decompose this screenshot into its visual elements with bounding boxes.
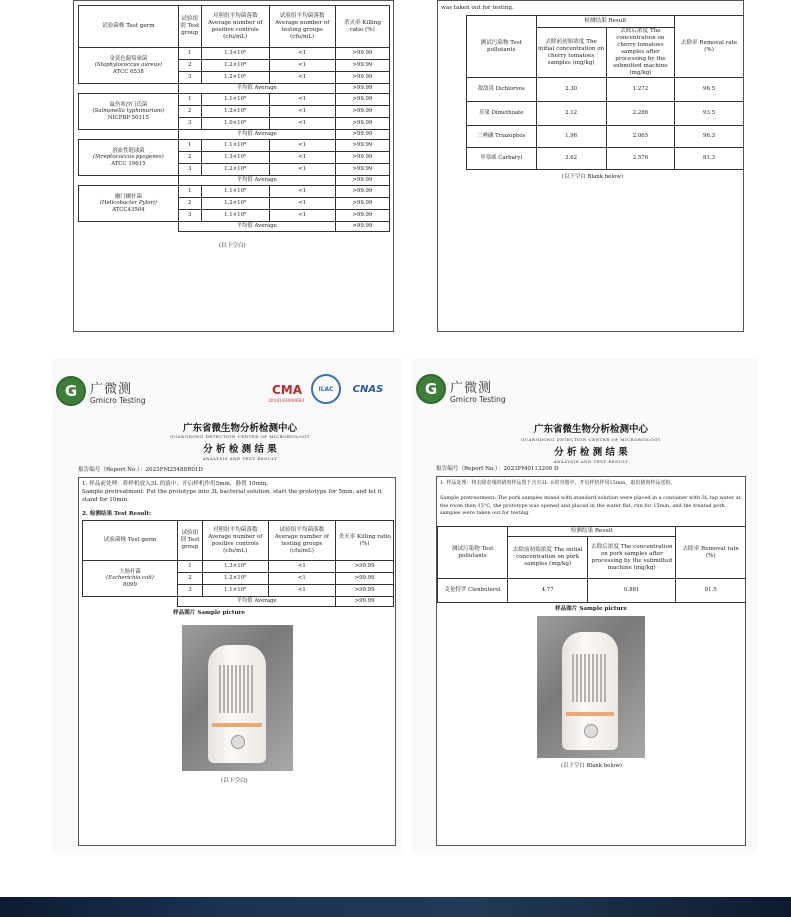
cell: 甲萘威 Carbaryl — [467, 148, 537, 170]
cell: <1 — [268, 585, 336, 597]
cell: <1 — [269, 48, 335, 60]
cell: 1 — [178, 561, 203, 573]
device-grill — [219, 665, 255, 713]
average-label: 平均值 Average — [178, 176, 335, 186]
header-group: 试验组别 Test group — [178, 6, 201, 48]
cell: 2.576 — [606, 148, 674, 170]
strain-cell: 鼠伤寒沙门氏菌 (Salmonella typhimurium) NICPBP 50115 — [79, 94, 179, 130]
cell: <1 — [269, 72, 335, 84]
header-removal: 去除率 Removal rate (%) — [676, 527, 746, 579]
average-value: >99.99 — [336, 597, 394, 607]
header-strain: 试验菌株 Test germ — [83, 521, 178, 561]
header-test: 试验组平均菌落数 Average number of testing groups (cfu/mL) — [268, 521, 336, 561]
header-test: 试验组平均菌落数 Average number of testing groups (cfu/mL) — [269, 6, 335, 48]
cell: >99.99 — [336, 573, 394, 585]
cell: 93.5 — [675, 102, 744, 126]
cell: 1.96 — [536, 126, 606, 148]
average-value: >99.99 — [335, 222, 389, 232]
cell: >99.99 — [335, 60, 389, 72]
cell: 2.286 — [606, 102, 674, 126]
cell: 3 — [178, 118, 201, 130]
cell: 2 — [178, 106, 201, 118]
device-button-icon — [584, 724, 598, 738]
cell: >99.99 — [336, 585, 394, 597]
cell: 81.3 — [675, 148, 744, 170]
cell: 1.0×10⁶ — [201, 118, 269, 130]
center-title: 广东省微生物分析检测中心 — [533, 424, 648, 435]
ecoli-result-table — [82, 520, 394, 607]
cell: <1 — [269, 118, 335, 130]
center-title: 广东省微生物分析检测中心 — [182, 423, 297, 434]
cell: >99.99 — [335, 152, 389, 164]
cell: 1.1×10⁶ — [201, 186, 269, 198]
cell: 1.1×10⁶ — [201, 140, 269, 152]
cma-cert-number: 2018193000683 — [268, 399, 305, 404]
cell: 2 — [178, 152, 201, 164]
cell: <1 — [269, 94, 335, 106]
gmicro-logo-icon: G — [56, 376, 86, 406]
cell: >99.99 — [335, 210, 389, 222]
ilac-mra-seal-icon: ILAC — [311, 374, 341, 404]
blank-below-note: (以下空白 Blank below) — [562, 174, 624, 180]
cell: 3 — [178, 210, 201, 222]
device-grill — [572, 654, 608, 702]
cma-seal-icon: CMA — [271, 383, 303, 397]
logo-chinese-name: 广微测 — [90, 382, 133, 397]
cell: 1 — [178, 186, 201, 198]
header-group: 试验组别 Test group — [178, 521, 203, 561]
header-item: 测试污染物 Test pollutants — [438, 527, 508, 579]
cell: 3 — [178, 164, 201, 176]
cell: >99.99 — [335, 198, 389, 210]
cell: 3 — [178, 585, 203, 597]
cell: 1.3×10⁶ — [201, 48, 269, 60]
cell: 1 — [178, 94, 201, 106]
intro-tail-text: was taken out for testing. — [441, 5, 514, 11]
logo-english-name: Gmicro Testing — [90, 396, 146, 405]
cell: >99.99 — [335, 106, 389, 118]
header-after: 去除后浓度 The concentration on pork samples after processing by the submitted machine (mg/kg) — [588, 537, 676, 579]
cell: <1 — [269, 164, 335, 176]
cell: 2 — [178, 198, 201, 210]
cell: 2.12 — [536, 102, 606, 126]
cell: 1.3×10⁶ — [202, 561, 268, 573]
cell: 1.3×10⁶ — [201, 152, 269, 164]
report-number: 报告编号（Report No.）：2023FM0113200 D — [436, 466, 559, 472]
cell: <1 — [269, 198, 335, 210]
header-result: 检测结果 Result — [508, 527, 676, 537]
test-result-heading: 2. 检测结果 Test Result: — [82, 511, 152, 517]
cell: >99.99 — [335, 118, 389, 130]
device-button-icon — [231, 735, 245, 749]
header-after: 去除后浓度 The concentration on cherry tomatoes samples after processing by the submitted machine (mg/kg) — [606, 28, 674, 78]
cell: 4.77 — [508, 579, 588, 603]
cell: >99.99 — [335, 94, 389, 106]
cell: 1.2×10⁶ — [201, 106, 269, 118]
average-value: >99.99 — [335, 130, 389, 140]
cell: 0.881 — [588, 579, 676, 603]
sample-photo — [537, 616, 645, 758]
cell: <1 — [269, 60, 335, 72]
pretreatment-cn: 1. 样品处理：将去除农残的猪肉样品置于含有3L 水的容器中，开启样机作用15min，取出猪肉样品送检。 — [440, 480, 676, 486]
header-control: 对照组平均菌落数 Average number of positive controls (cfu/mL) — [201, 6, 269, 48]
result-title: 分 析 检 测 结 果 — [203, 444, 277, 455]
bacteria-result-table — [78, 5, 390, 232]
report-number: 报告编号（Report No.）：2023FM25488R01D — [78, 467, 203, 473]
cell: 1.2×10⁶ — [201, 60, 269, 72]
cell: >99.99 — [335, 72, 389, 84]
header-strain: 试验菌株 Test germ — [79, 6, 179, 48]
cell: 2 — [178, 60, 201, 72]
cell: 1.2×10⁶ — [202, 573, 268, 585]
center-title-english: GUANGDONG DETECTION CENTER OF MICROBIOLOGY — [170, 434, 310, 439]
cell: 1.1×10⁶ — [201, 210, 269, 222]
cell: 克伦特罗 Clenbuterol — [438, 579, 508, 603]
report-body-bottom-left — [78, 477, 396, 846]
logo-chinese-name: 广微测 — [450, 381, 493, 396]
logo-english-name: Gmicro Testing — [450, 395, 506, 404]
cell: 1.1×10⁶ — [202, 585, 268, 597]
gmicro-logo-icon: G — [416, 374, 446, 404]
device-stripe — [212, 723, 262, 727]
cell: >99.99 — [335, 186, 389, 198]
cell: 敌敌畏 Dichlorvos — [467, 78, 537, 102]
cell: <1 — [269, 106, 335, 118]
blank-below-note: (以下空白) — [219, 243, 246, 249]
header-control: 对照组平均菌落数 Average number of positive controls (cfu/mL) — [202, 521, 268, 561]
result-title-english: ANALYSIS AND TEST RESULT — [202, 456, 278, 461]
cell: 2.30 — [536, 78, 606, 102]
pretreatment-cn: 1. 样品前处理：将样机放入3L 的液中，开启样机作用5min，静置 10min。 — [82, 481, 272, 487]
strain-cell: 溶血性链球菌 (Streptococcus pyogenes) ATCC 19615 — [79, 140, 179, 176]
strain-cell: 大肠杆菌 (Escherichia coli) 8099 — [83, 561, 178, 597]
cell: 96.5 — [675, 78, 744, 102]
cell: 3 — [178, 72, 201, 84]
sample-picture-label: 样品图片 Sample picture — [555, 606, 628, 612]
cell: 1 — [178, 140, 201, 152]
cell: 乐果 Dimethoate — [467, 102, 537, 126]
pretreatment-en: Sample pretreatment: Put the prototype into 3L bacterial solution, start the prototype for 5min, and let it stand for 10min. — [82, 489, 382, 503]
cell: 81.5 — [676, 579, 746, 603]
strain-cell: 金黄色葡萄球菌 (Staphylococcus aureus) ATCC 6538 — [79, 48, 179, 84]
average-label: 平均值 Average — [178, 130, 335, 140]
header-item: 测试污染物 Test pollutants — [467, 16, 537, 78]
blank-below-note: (以下空白) — [221, 778, 248, 784]
cell: 三唑磷 Triazophos — [467, 126, 537, 148]
average-value: >99.99 — [335, 176, 389, 186]
cell: <1 — [268, 561, 336, 573]
cell: 1.1×10⁶ — [201, 94, 269, 106]
strain-cell: 幽门螺杆菌 (Helicobacter Pylori) ATCC43504 — [79, 186, 179, 222]
header-initial: 去除前初始浓度 The initial concentration on pork samples (mg/kg) — [508, 537, 588, 579]
center-title-english: GUANGDONG DETECTION CENTER OF MICROBIOLOGY — [521, 437, 661, 442]
clenbuterol-result-table — [437, 526, 746, 603]
header-kill: 杀灭率 Killing ratio (%) — [336, 521, 394, 561]
cell: >99.99 — [336, 561, 394, 573]
header-result: 检测结果 Result — [536, 16, 675, 28]
cell: 1.2×10⁶ — [201, 164, 269, 176]
result-title: 分 析 检 测 结 果 — [554, 447, 628, 458]
cell: <1 — [269, 210, 335, 222]
sample-picture-label: 样品图片 Sample picture — [173, 610, 246, 616]
cell: 96.3 — [675, 126, 744, 148]
average-label: 平均值 Average — [178, 597, 336, 607]
cell: 2 — [178, 573, 203, 585]
device-body — [208, 645, 266, 763]
header-kill: 杀灭率 Killing ratio (%) — [335, 6, 389, 48]
cell: >99.99 — [335, 140, 389, 152]
cell: 1 — [178, 48, 201, 60]
blank-below-note: (以下空白 Blank below) — [561, 763, 623, 769]
header-removal: 去除率 Removal rate (%) — [675, 16, 744, 78]
report-sheet-top-left — [73, 0, 394, 332]
cell: <1 — [269, 186, 335, 198]
cnas-seal-icon: CNAS — [352, 383, 384, 395]
device-stripe — [566, 712, 614, 716]
header-initial: 去除前初始浓度 The initial concentration on cherry tomatoes samples (mg/kg) — [536, 28, 606, 78]
pesticide-result-table — [466, 15, 744, 170]
device-body — [562, 632, 618, 750]
result-title-english: ANALYSIS AND TEST RESULT — [553, 459, 629, 464]
cell: 1.2×10⁶ — [201, 72, 269, 84]
average-label: 平均值 Average — [178, 84, 335, 94]
report-body-bottom-right — [436, 476, 746, 846]
cell: 1.2×10⁶ — [201, 198, 269, 210]
report-sheet-top-right — [437, 0, 744, 332]
sample-photo — [182, 625, 293, 771]
pretreatment-en: Sample pretreatment: The pork samples mixed with standard solution were placed in a container with 3L tap water at the room then 15°C, the prototype was opened and placed in the water flat, run for 15min, and the treated pork samples were taken out for testing. — [440, 495, 741, 516]
cell: <1 — [268, 573, 336, 585]
cell: 1.272 — [606, 78, 674, 102]
average-value: >99.99 — [335, 84, 389, 94]
cell: 2.065 — [606, 126, 674, 148]
footer-background-band — [0, 897, 791, 917]
cell: >99.99 — [335, 164, 389, 176]
cell: 3.62 — [536, 148, 606, 170]
cell: <1 — [269, 152, 335, 164]
average-label: 平均值 Average — [178, 222, 335, 232]
cell: <1 — [269, 140, 335, 152]
cell: >99.99 — [335, 48, 389, 60]
